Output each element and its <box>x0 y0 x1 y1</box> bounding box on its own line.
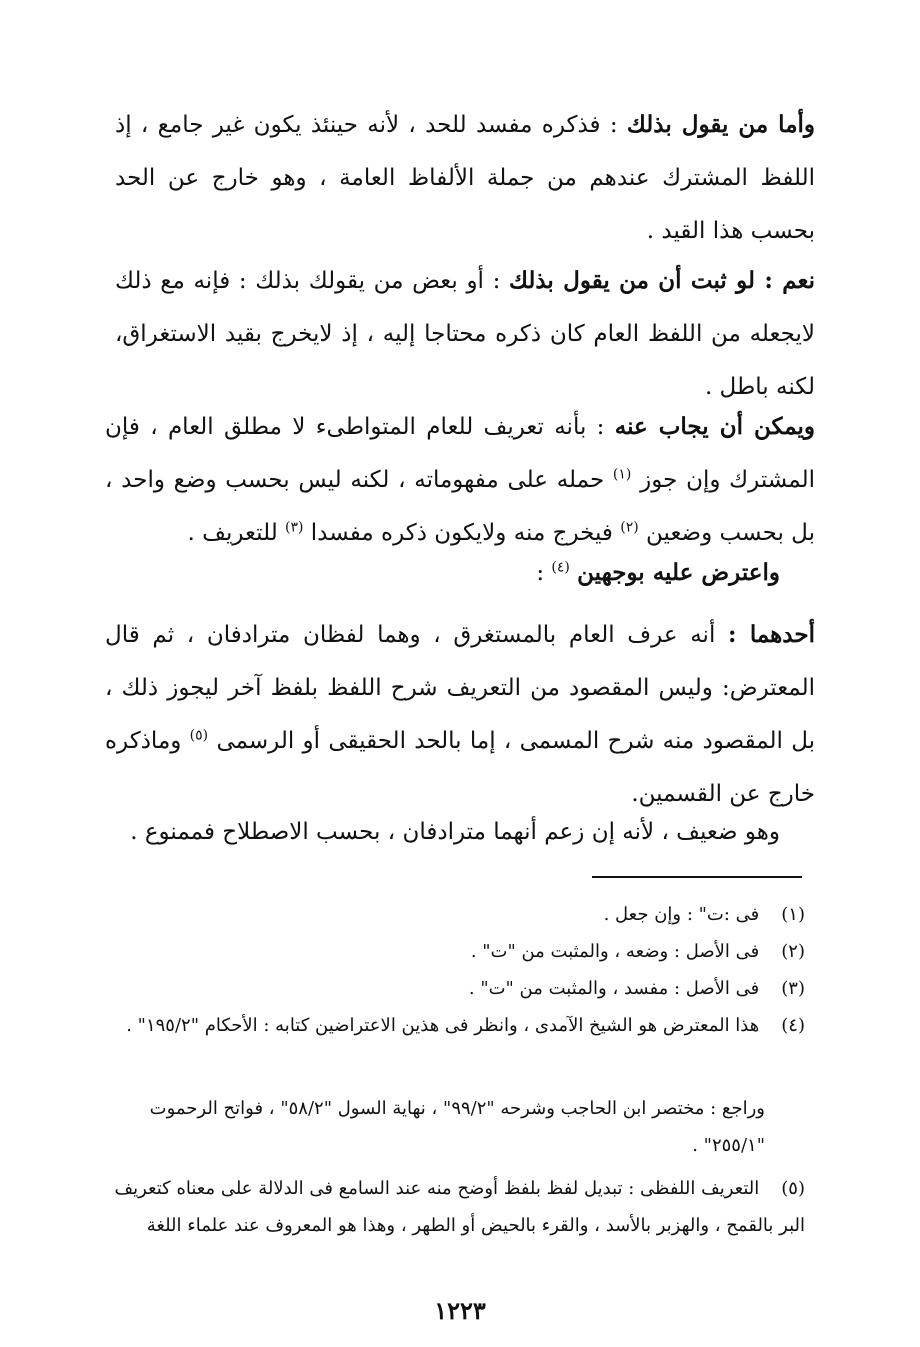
paragraph-6 <box>105 806 780 859</box>
paragraph-3-lead: ويمكن أن يجاب عنه <box>614 413 815 440</box>
paragraph-5-text-b: وماذكره خارج عن القسمين. <box>105 728 815 807</box>
footnote-5 <box>85 1170 805 1244</box>
footnote-number: (٥) <box>781 1178 805 1199</box>
paragraph-1-text: : فذكره مفسد للحد ، لأنه حينئذ يكون غير جامع ، إذ اللفظ المشترك عندهم من جملة الألفاظ العامة ، وهو خارج عن الحد بحسب هذا القيد . <box>115 112 815 244</box>
footnote-ref-1[interactable]: (١) <box>612 466 632 483</box>
footnote-number: (١) <box>781 904 805 925</box>
paragraph-5-lead: أحدهما : <box>728 621 815 648</box>
paragraph-6-text: وهو ضعيف ، لأنه إن زعم أنهما مترادفان ، بحسب الاصطلاح فممنوع . <box>130 819 780 845</box>
footnote-2 <box>85 933 805 970</box>
paragraph-3-text-a: : بأنه تعريف للعام المتواطىء لا مطلق العام ، فإن المشترك وإن جوز <box>105 414 815 493</box>
footnote-text: فى الأصل : وضعه ، والمثبت من "ت" . <box>470 941 760 962</box>
paragraph-5 <box>105 608 815 821</box>
footnote-number: (٤) <box>781 1015 805 1036</box>
footnote-number: (٢) <box>781 941 805 962</box>
footnote-text: فى :ت" : وإن جعل . <box>603 904 760 925</box>
paragraph-3-text-d: للتعريف . <box>187 520 278 546</box>
footnote-ref-4[interactable]: (٤) <box>551 559 570 576</box>
footnote-text: هذا المعترض هو الشيخ الآمدى ، وانظر فى هذين الاعتراضين كتابه : الأحكام "١٩٥/٢" . <box>126 1015 760 1036</box>
page-number: ١٢٢٣ <box>434 1296 486 1325</box>
paragraph-2-text: : أو بعض من يقولك بذلك : فإنه مع ذلك لايجعله من اللفظ العام كان ذكره محتاجا إليه ، إذ لايخرج بقيد الاستغراق، لكنه باطل . <box>115 268 815 400</box>
paragraph-3-text-c: فيخرج منه ولايكون ذكره مفسدا <box>310 520 613 546</box>
paragraph-4-text: : <box>536 560 545 586</box>
paragraph-2 <box>115 254 815 414</box>
paragraph-1 <box>115 98 815 258</box>
footnote-text: التعريف اللفظى : تبديل لفظ بلفظ أوضح منه عند السامع فى الدلالة على معناه كتعريف البر بالقمح ، والهزبر بالأسد ، والقرء بالحيض أو الطهر ، وهذا هو المعروف عند علماء اللغة <box>114 1178 805 1236</box>
paragraph-3-text-b: حمله على مفهوماته ، لكنه ليس بحسب وضع واحد ، بل بحسب وضعين <box>105 467 815 546</box>
footnote-ref-2[interactable]: (٢) <box>620 519 639 536</box>
footnote-4 <box>85 1007 805 1044</box>
footnote-1 <box>85 896 805 933</box>
paragraph-4-lead: واعترض عليه بوجهين <box>577 559 780 586</box>
footnote-ref-5[interactable]: (٥) <box>189 727 209 744</box>
footnote-number: (٣) <box>781 978 805 999</box>
paragraph-3 <box>105 400 815 560</box>
footnote-3 <box>85 970 805 1007</box>
paragraph-4 <box>300 546 780 600</box>
paragraph-1-lead: وأما من يقول بذلك <box>626 111 816 138</box>
footnote-text: فى الأصل : مفسد ، والمثبت من "ت" . <box>468 978 760 999</box>
paragraph-2-lead: نعم : لو ثبت أن من يقول بذلك <box>508 267 816 294</box>
footnote-ref-3[interactable]: (٣) <box>285 519 304 536</box>
footnote-divider <box>592 876 802 878</box>
paragraph-5-text-a: أنه عرف العام بالمستغرق ، وهما لفظان مترادفان ، ثم قال المعترض: وليس المقصود من التعريف شرح اللفظ بلفظ آخر ليجوز ذلك ، بل المقصود منه شرح المسمى ، إما بالحد الحقيقى أو الرسمى <box>105 622 816 754</box>
footnote-text: وراجع : مختصر ابن الحاجب وشرحه "٩٩/٢" ، نهاية السول "٥٨/٢" ، فواتح الرحموت "٢٥٥/١" . <box>149 1098 765 1156</box>
footnote-4-continued <box>85 1090 765 1164</box>
